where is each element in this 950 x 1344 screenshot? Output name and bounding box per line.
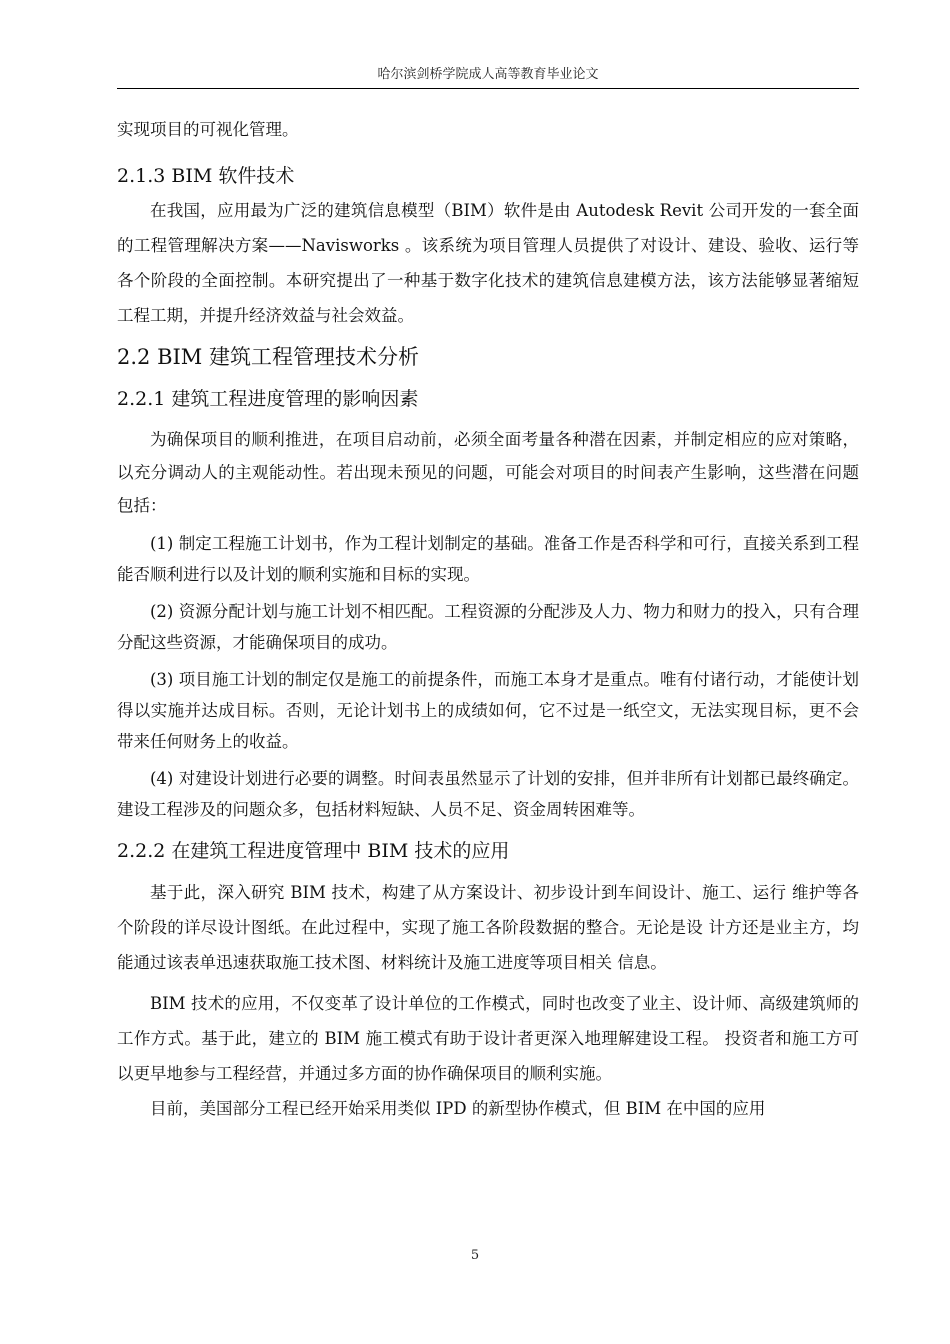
section-2-2-heading: 2.2 BIM 建筑工程管理技术分析 bbox=[117, 345, 419, 369]
section-2-1-3-heading: 2.1.3 BIM 软件技术 bbox=[117, 165, 295, 187]
section-2-1-3-paragraph: 在我国，应用最为广泛的建筑信息模型（BIM）软件是由 Autodesk Revit 公司开发的一套全面的工程管理解决方案——Navisworks 。该系统为项目管理人员提供了对设计、建设、验收、运行等各个阶段的全面控制。本研究提出了一种基于数字化技术的建筑信息建模方法，该方法能够显著缩短工程工期，并提升经济效益与社会效益。 bbox=[117, 201, 859, 325]
section-2-2-1-paragraph: 为确保项目的顺利推进，在项目启动前，必须全面考量各种潜在因素，并制定相应的应对策略，以充分调动人的主观能动性。若出现未预见的问题，可能会对项目的时间表产生影响，这些潜在问题包括： bbox=[117, 430, 859, 515]
section-2-2-1-heading: 2.2.1 建筑工程进度管理的影响因素 bbox=[117, 388, 419, 410]
section-2-2-2-paragraph-2: BIM 技术的应用，不仅变革了设计单位的工作模式，同时也改变了业主、设计师、高级建筑师的工作方式。基于此，建立的 BIM 施工模式有助于设计者更深入地理解建设工程。 投资者和施工方可以更早地参与工程经营，并通过多方面的协作确保项目的顺利实施。 bbox=[117, 994, 859, 1083]
list-item-1: (1) 制定工程施工计划书，作为工程计划制定的基础。准备工作是否科学和可行，直接关系到工程能否顺利进行以及计划的顺利实施和目标的实现。 bbox=[117, 534, 859, 584]
section-2-2-2-heading: 2.2.2 在建筑工程进度管理中 BIM 技术的应用 bbox=[117, 840, 510, 862]
page-content bbox=[117, 112, 859, 1126]
list-item-4: (4) 对建设计划进行必要的调整。时间表虽然显示了计划的安排，但并非所有计划都已最终确定。建设工程涉及的问题众多，包括材料短缺、人员不足、资金周转困难等。 bbox=[117, 769, 859, 819]
list-item-3: (3) 项目施工计划的制定仅是施工的前提条件，而施工本身才是重点。唯有付诸行动，才能使计划得以实施并达成目标。否则，无论计划书上的成绩如何，它不过是一纸空文，无法实现目标，更不会带来任何财务上的收益。 bbox=[117, 670, 859, 751]
page-header: 哈尔滨剑桥学院成人高等教育毕业论文 bbox=[117, 62, 859, 89]
section-2-2-2-paragraph-1: 基于此，深入研究 BIM 技术，构建了从方案设计、初步设计到车间设计、施工、运行 维护等各个阶段的详尽设计图纸。在此过程中，实现了施工各阶段数据的整合。无论是设 计方还是业主方，均能通过该表单迅速获取施工技术图、材料统计及施工进度等项目相关 信息。 bbox=[117, 883, 859, 972]
list-item-2: (2) 资源分配计划与施工计划不相匹配。工程资源的分配涉及人力、物力和财力的投入，只有合理分配这些资源，才能确保项目的成功。 bbox=[117, 602, 859, 652]
intro-paragraph: 实现项目的可视化管理。 bbox=[117, 120, 299, 139]
page-number: 5 bbox=[470, 1248, 480, 1263]
section-2-2-2-paragraph-3: 目前，美国部分工程已经开始采用类似 IPD 的新型协作模式，但 BIM 在中国的应用 bbox=[150, 1099, 766, 1118]
